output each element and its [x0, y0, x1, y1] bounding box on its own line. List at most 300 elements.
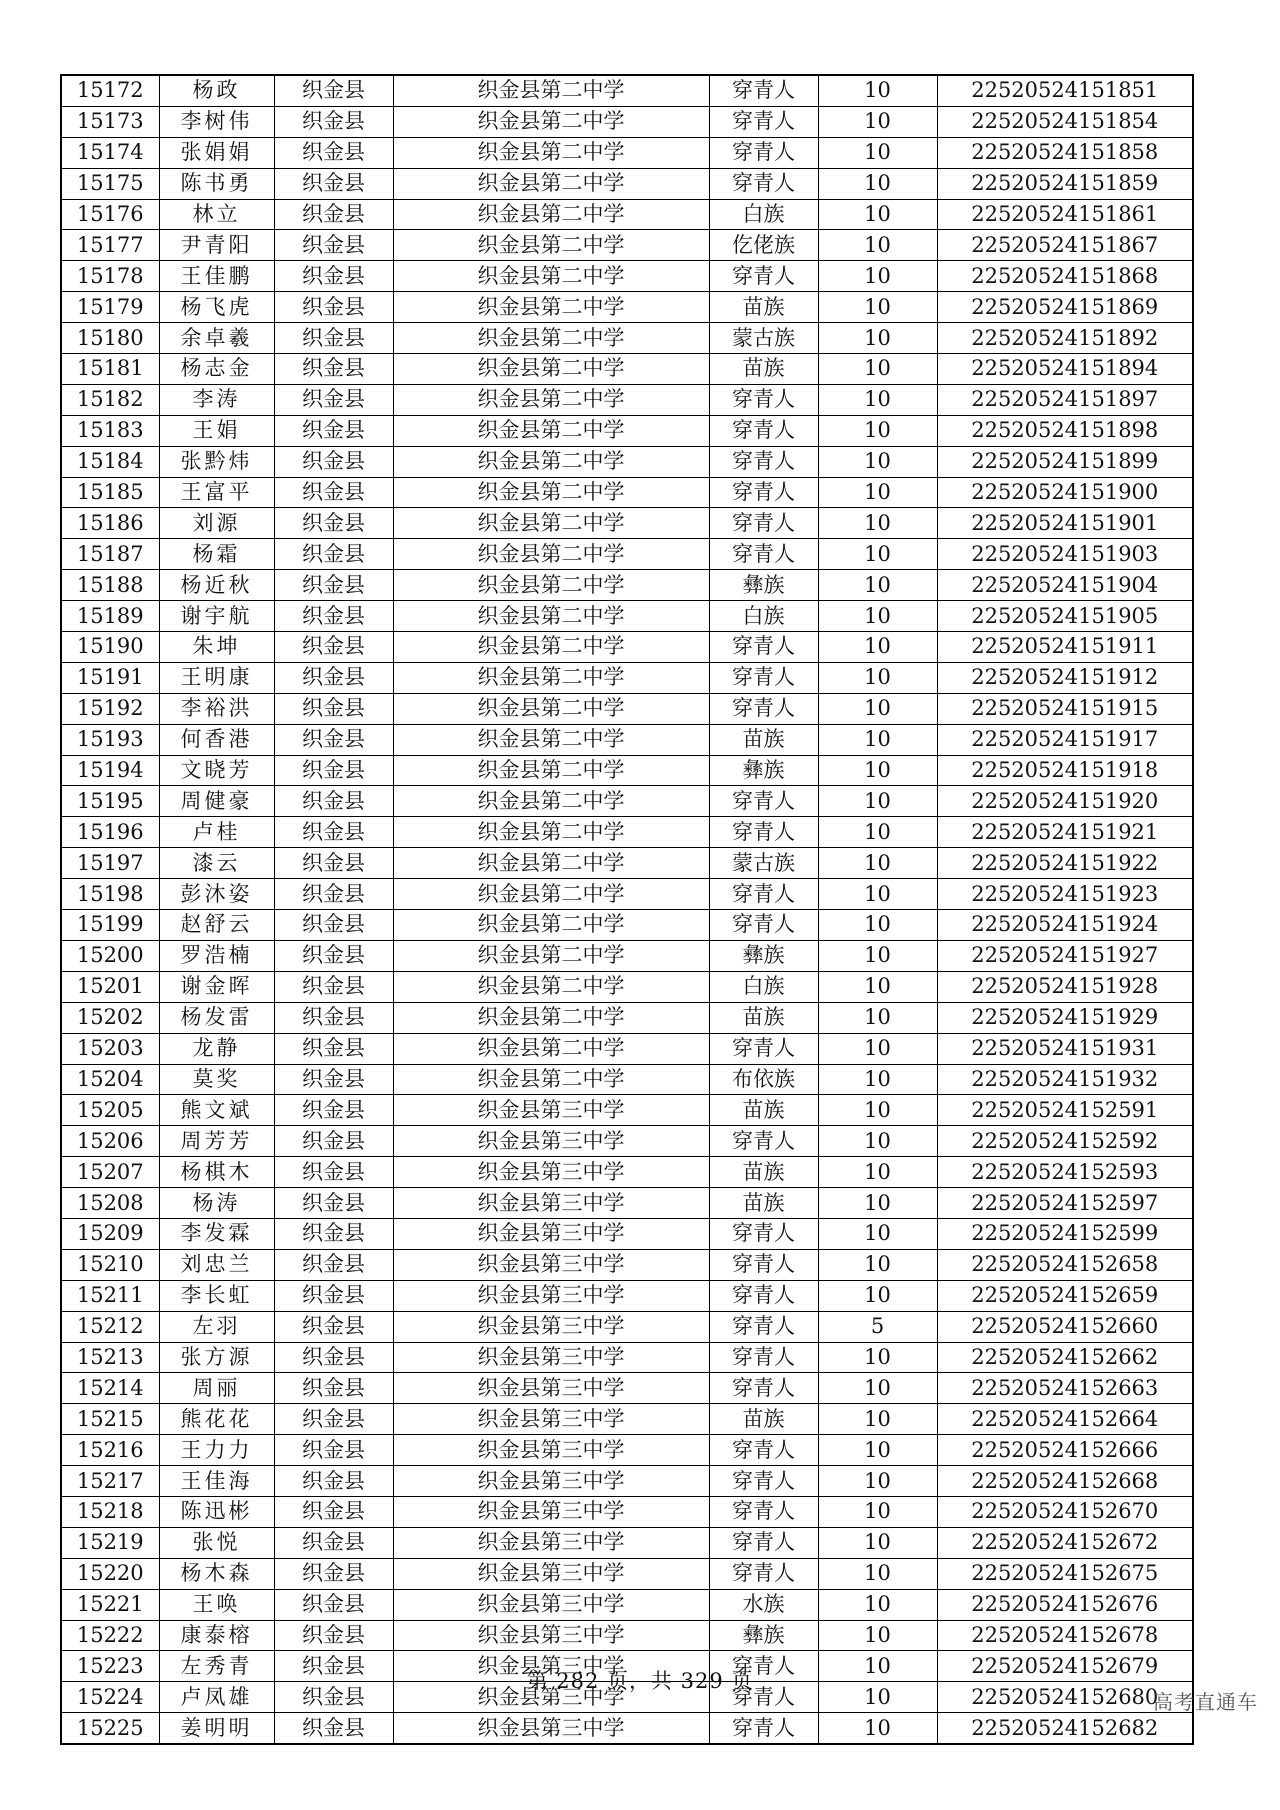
exam-id-cell: 22520524151922 — [937, 848, 1193, 879]
school-cell: 织金县第二中学 — [393, 755, 709, 786]
name-cell: 刘源 — [159, 508, 274, 539]
ethnicity-cell: 苗族 — [709, 292, 818, 323]
seq-cell: 15221 — [61, 1589, 159, 1620]
seq-cell: 15219 — [61, 1527, 159, 1558]
score-cell: 10 — [818, 261, 937, 292]
ethnicity-cell: 穿青人 — [709, 1682, 818, 1713]
exam-id-cell: 22520524151854 — [937, 106, 1193, 137]
score-cell: 10 — [818, 786, 937, 817]
table-row — [61, 817, 1193, 848]
score-cell: 10 — [818, 1435, 937, 1466]
county-cell: 织金县 — [274, 1496, 393, 1527]
ethnicity-cell: 穿青人 — [709, 415, 818, 446]
county-cell: 织金县 — [274, 632, 393, 663]
table-row — [61, 1033, 1193, 1064]
table-row — [61, 570, 1193, 601]
ethnicity-cell: 穿青人 — [709, 1280, 818, 1311]
ethnicity-cell: 穿青人 — [709, 1558, 818, 1589]
score-cell: 10 — [818, 539, 937, 570]
seq-cell: 15207 — [61, 1157, 159, 1188]
seq-cell: 15178 — [61, 261, 159, 292]
table-row — [61, 1188, 1193, 1219]
seq-cell: 15218 — [61, 1496, 159, 1527]
name-cell: 王明康 — [159, 662, 274, 693]
seq-cell: 15220 — [61, 1558, 159, 1589]
ethnicity-cell: 穿青人 — [709, 817, 818, 848]
school-cell: 织金县第二中学 — [393, 786, 709, 817]
school-cell: 织金县第三中学 — [393, 1620, 709, 1651]
exam-id-cell: 22520524151868 — [937, 261, 1193, 292]
exam-id-cell: 22520524151920 — [937, 786, 1193, 817]
score-cell: 10 — [818, 1620, 937, 1651]
school-cell: 织金县第三中学 — [393, 1095, 709, 1126]
county-cell: 织金县 — [274, 1404, 393, 1435]
score-cell: 10 — [818, 199, 937, 230]
exam-id-cell: 22520524151894 — [937, 354, 1193, 385]
exam-id-cell: 22520524152658 — [937, 1249, 1193, 1280]
ethnicity-cell: 穿青人 — [709, 1435, 818, 1466]
exam-id-cell: 22520524151915 — [937, 693, 1193, 724]
score-cell: 10 — [818, 1126, 937, 1157]
score-cell: 10 — [818, 879, 937, 910]
exam-id-cell: 22520524151900 — [937, 477, 1193, 508]
exam-id-cell: 22520524151932 — [937, 1064, 1193, 1095]
ethnicity-cell: 穿青人 — [709, 1311, 818, 1342]
county-cell: 织金县 — [274, 724, 393, 755]
score-cell: 10 — [818, 755, 937, 786]
school-cell: 织金县第二中学 — [393, 879, 709, 910]
score-cell: 10 — [818, 1188, 937, 1219]
school-cell: 织金县第三中学 — [393, 1342, 709, 1373]
school-cell: 织金县第三中学 — [393, 1188, 709, 1219]
name-cell: 林立 — [159, 199, 274, 230]
score-cell: 10 — [818, 384, 937, 415]
table-row — [61, 971, 1193, 1002]
ethnicity-cell: 穿青人 — [709, 1527, 818, 1558]
name-cell: 朱坤 — [159, 632, 274, 663]
county-cell: 织金县 — [274, 1064, 393, 1095]
county-cell: 织金县 — [274, 384, 393, 415]
table-row — [61, 354, 1193, 385]
table-row — [61, 755, 1193, 786]
ethnicity-cell: 苗族 — [709, 1095, 818, 1126]
exam-id-cell: 22520524151918 — [937, 755, 1193, 786]
county-cell: 织金县 — [274, 1311, 393, 1342]
seq-cell: 15223 — [61, 1651, 159, 1682]
ethnicity-cell: 苗族 — [709, 354, 818, 385]
school-cell: 织金县第二中学 — [393, 601, 709, 632]
ethnicity-cell: 穿青人 — [709, 1126, 818, 1157]
school-cell: 织金县第三中学 — [393, 1558, 709, 1589]
score-cell: 10 — [818, 75, 937, 106]
seq-cell: 15215 — [61, 1404, 159, 1435]
school-cell: 织金县第三中学 — [393, 1713, 709, 1744]
name-cell: 文晓芳 — [159, 755, 274, 786]
school-cell: 织金县第三中学 — [393, 1682, 709, 1713]
name-cell: 周健豪 — [159, 786, 274, 817]
ethnicity-cell: 穿青人 — [709, 1373, 818, 1404]
name-cell: 张悦 — [159, 1527, 274, 1558]
school-cell: 织金县第二中学 — [393, 230, 709, 261]
table-row — [61, 693, 1193, 724]
table-row — [61, 261, 1193, 292]
county-cell: 织金县 — [274, 755, 393, 786]
table-row — [61, 1466, 1193, 1497]
table-body — [61, 75, 1193, 1744]
score-cell: 10 — [818, 508, 937, 539]
exam-id-cell: 22520524151905 — [937, 601, 1193, 632]
county-cell: 织金县 — [274, 1620, 393, 1651]
exam-id-cell: 22520524152668 — [937, 1466, 1193, 1497]
county-cell: 织金县 — [274, 786, 393, 817]
exam-id-cell: 22520524152678 — [937, 1620, 1193, 1651]
score-cell: 10 — [818, 1157, 937, 1188]
county-cell: 织金县 — [274, 1033, 393, 1064]
seq-cell: 15212 — [61, 1311, 159, 1342]
seq-cell: 15224 — [61, 1682, 159, 1713]
ethnicity-cell: 穿青人 — [709, 786, 818, 817]
exam-id-cell: 22520524151901 — [937, 508, 1193, 539]
school-cell: 织金县第二中学 — [393, 477, 709, 508]
school-cell: 织金县第二中学 — [393, 848, 709, 879]
name-cell: 杨木森 — [159, 1558, 274, 1589]
exam-id-cell: 22520524152672 — [937, 1527, 1193, 1558]
seq-cell: 15188 — [61, 570, 159, 601]
score-cell: 10 — [818, 1558, 937, 1589]
seq-cell: 15195 — [61, 786, 159, 817]
seq-cell: 15205 — [61, 1095, 159, 1126]
score-cell: 10 — [818, 106, 937, 137]
ethnicity-cell: 穿青人 — [709, 477, 818, 508]
table-row — [61, 446, 1193, 477]
score-cell: 10 — [818, 910, 937, 941]
school-cell: 织金县第二中学 — [393, 940, 709, 971]
school-cell: 织金县第二中学 — [393, 539, 709, 570]
county-cell: 织金县 — [274, 1713, 393, 1744]
county-cell: 织金县 — [274, 1435, 393, 1466]
seq-cell: 15200 — [61, 940, 159, 971]
seq-cell: 15202 — [61, 1002, 159, 1033]
name-cell: 李发霖 — [159, 1218, 274, 1249]
name-cell: 卢桂 — [159, 817, 274, 848]
school-cell: 织金县第三中学 — [393, 1527, 709, 1558]
school-cell: 织金县第三中学 — [393, 1404, 709, 1435]
exam-id-cell: 22520524151858 — [937, 137, 1193, 168]
county-cell: 织金县 — [274, 1589, 393, 1620]
table-row — [61, 1713, 1193, 1744]
name-cell: 王富平 — [159, 477, 274, 508]
score-cell: 10 — [818, 1218, 937, 1249]
table-row — [61, 1311, 1193, 1342]
score-cell: 10 — [818, 477, 937, 508]
exam-id-cell: 22520524152676 — [937, 1589, 1193, 1620]
seq-cell: 15177 — [61, 230, 159, 261]
ethnicity-cell: 穿青人 — [709, 106, 818, 137]
seq-cell: 15191 — [61, 662, 159, 693]
exam-id-cell: 22520524152662 — [937, 1342, 1193, 1373]
school-cell: 织金县第二中学 — [393, 384, 709, 415]
score-cell: 10 — [818, 1033, 937, 1064]
ethnicity-cell: 白族 — [709, 601, 818, 632]
score-cell: 10 — [818, 1682, 937, 1713]
school-cell: 织金县第二中学 — [393, 971, 709, 1002]
county-cell: 织金县 — [274, 508, 393, 539]
county-cell: 织金县 — [274, 1157, 393, 1188]
exam-id-cell: 22520524152660 — [937, 1311, 1193, 1342]
score-cell: 10 — [818, 1342, 937, 1373]
seq-cell: 15211 — [61, 1280, 159, 1311]
name-cell: 彭沐姿 — [159, 879, 274, 910]
name-cell: 卢凤雄 — [159, 1682, 274, 1713]
table-row — [61, 1404, 1193, 1435]
score-cell: 10 — [818, 1002, 937, 1033]
name-cell: 漆云 — [159, 848, 274, 879]
ethnicity-cell: 穿青人 — [709, 508, 818, 539]
exam-id-cell: 22520524151924 — [937, 910, 1193, 941]
table-row — [61, 1373, 1193, 1404]
seq-cell: 15194 — [61, 755, 159, 786]
table-row — [61, 632, 1193, 663]
county-cell: 织金县 — [274, 292, 393, 323]
score-cell: 10 — [818, 693, 937, 724]
name-cell: 杨政 — [159, 75, 274, 106]
seq-cell: 15209 — [61, 1218, 159, 1249]
score-cell: 10 — [818, 1466, 937, 1497]
score-cell: 10 — [818, 601, 937, 632]
seq-cell: 15174 — [61, 137, 159, 168]
seq-cell: 15197 — [61, 848, 159, 879]
county-cell: 织金县 — [274, 446, 393, 477]
ethnicity-cell: 穿青人 — [709, 446, 818, 477]
county-cell: 织金县 — [274, 137, 393, 168]
name-cell: 周丽 — [159, 1373, 274, 1404]
exam-id-cell: 22520524152680 — [937, 1682, 1193, 1713]
table-row — [61, 230, 1193, 261]
school-cell: 织金县第二中学 — [393, 1033, 709, 1064]
seq-cell: 15203 — [61, 1033, 159, 1064]
score-cell: 10 — [818, 1713, 937, 1744]
table-row — [61, 477, 1193, 508]
seq-cell: 15199 — [61, 910, 159, 941]
seq-cell: 15190 — [61, 632, 159, 663]
ethnicity-cell: 穿青人 — [709, 261, 818, 292]
score-cell: 10 — [818, 724, 937, 755]
ethnicity-cell: 穿青人 — [709, 1713, 818, 1744]
table-row — [61, 1342, 1193, 1373]
county-cell: 织金县 — [274, 817, 393, 848]
ethnicity-cell: 穿青人 — [709, 879, 818, 910]
ethnicity-cell: 布依族 — [709, 1064, 818, 1095]
exam-id-cell: 22520524151861 — [937, 199, 1193, 230]
table-row — [61, 137, 1193, 168]
table-row — [61, 75, 1193, 106]
county-cell: 织金县 — [274, 879, 393, 910]
table-row — [61, 910, 1193, 941]
county-cell: 织金县 — [274, 693, 393, 724]
name-cell: 周芳芳 — [159, 1126, 274, 1157]
exam-id-cell: 22520524152593 — [937, 1157, 1193, 1188]
score-cell: 10 — [818, 292, 937, 323]
score-cell: 10 — [818, 662, 937, 693]
table-row — [61, 1558, 1193, 1589]
score-cell: 10 — [818, 570, 937, 601]
school-cell: 织金县第二中学 — [393, 292, 709, 323]
name-cell: 李涛 — [159, 384, 274, 415]
name-cell: 杨飞虎 — [159, 292, 274, 323]
school-cell: 织金县第二中学 — [393, 1002, 709, 1033]
score-cell: 10 — [818, 1651, 937, 1682]
exam-id-cell: 22520524152666 — [937, 1435, 1193, 1466]
county-cell: 织金县 — [274, 910, 393, 941]
school-cell: 织金县第三中学 — [393, 1126, 709, 1157]
school-cell: 织金县第二中学 — [393, 168, 709, 199]
ethnicity-cell: 彝族 — [709, 570, 818, 601]
exam-id-cell: 22520524151869 — [937, 292, 1193, 323]
school-cell: 织金县第二中学 — [393, 817, 709, 848]
seq-cell: 15181 — [61, 354, 159, 385]
exam-id-cell: 22520524151923 — [937, 879, 1193, 910]
ethnicity-cell: 穿青人 — [709, 662, 818, 693]
exam-id-cell: 22520524152664 — [937, 1404, 1193, 1435]
table-row — [61, 662, 1193, 693]
ethnicity-cell: 穿青人 — [709, 693, 818, 724]
seq-cell: 15210 — [61, 1249, 159, 1280]
county-cell: 织金县 — [274, 662, 393, 693]
seq-cell: 15184 — [61, 446, 159, 477]
table-row — [61, 879, 1193, 910]
watermark: 高考直通车 — [1153, 1690, 1258, 1714]
school-cell: 织金县第三中学 — [393, 1249, 709, 1280]
school-cell: 织金县第三中学 — [393, 1218, 709, 1249]
school-cell: 织金县第二中学 — [393, 662, 709, 693]
county-cell: 织金县 — [274, 106, 393, 137]
table-row — [61, 1064, 1193, 1095]
school-cell: 织金县第二中学 — [393, 632, 709, 663]
page-number-footer: 第 282 页，共 329 页 — [526, 1669, 754, 1693]
table-row — [61, 940, 1193, 971]
score-cell: 10 — [818, 632, 937, 663]
table-row — [61, 601, 1193, 632]
school-cell: 织金县第三中学 — [393, 1651, 709, 1682]
school-cell: 织金县第二中学 — [393, 354, 709, 385]
seq-cell: 15193 — [61, 724, 159, 755]
name-cell: 熊文斌 — [159, 1095, 274, 1126]
school-cell: 织金县第三中学 — [393, 1373, 709, 1404]
seq-cell: 15187 — [61, 539, 159, 570]
score-cell: 10 — [818, 354, 937, 385]
ethnicity-cell: 穿青人 — [709, 75, 818, 106]
score-cell: 5 — [818, 1311, 937, 1342]
seq-cell: 15216 — [61, 1435, 159, 1466]
exam-id-cell: 22520524151929 — [937, 1002, 1193, 1033]
score-cell: 10 — [818, 323, 937, 354]
exam-id-cell: 22520524151897 — [937, 384, 1193, 415]
exam-id-cell: 22520524151921 — [937, 817, 1193, 848]
county-cell: 织金县 — [274, 1466, 393, 1497]
name-cell: 熊花花 — [159, 1404, 274, 1435]
county-cell: 织金县 — [274, 940, 393, 971]
seq-cell: 15180 — [61, 323, 159, 354]
table-row — [61, 199, 1193, 230]
ethnicity-cell: 穿青人 — [709, 1249, 818, 1280]
county-cell: 织金县 — [274, 1126, 393, 1157]
ethnicity-cell: 穿青人 — [709, 539, 818, 570]
ethnicity-cell: 水族 — [709, 1589, 818, 1620]
ethnicity-cell: 穿青人 — [709, 1496, 818, 1527]
score-cell: 10 — [818, 168, 937, 199]
school-cell: 织金县第二中学 — [393, 137, 709, 168]
seq-cell: 15173 — [61, 106, 159, 137]
exam-id-cell: 22520524151899 — [937, 446, 1193, 477]
county-cell: 织金县 — [274, 1095, 393, 1126]
county-cell: 织金县 — [274, 1218, 393, 1249]
ethnicity-cell: 苗族 — [709, 1002, 818, 1033]
county-cell: 织金县 — [274, 75, 393, 106]
table-row — [61, 415, 1193, 446]
county-cell: 织金县 — [274, 261, 393, 292]
seq-cell: 15222 — [61, 1620, 159, 1651]
table-row — [61, 1620, 1193, 1651]
exam-id-cell: 22520524151904 — [937, 570, 1193, 601]
county-cell: 织金县 — [274, 1527, 393, 1558]
name-cell: 王力力 — [159, 1435, 274, 1466]
table-row — [61, 1126, 1193, 1157]
ethnicity-cell: 穿青人 — [709, 137, 818, 168]
name-cell: 王佳海 — [159, 1466, 274, 1497]
name-cell: 姜明明 — [159, 1713, 274, 1744]
exam-id-cell: 22520524151867 — [937, 230, 1193, 261]
exam-id-cell: 22520524152597 — [937, 1188, 1193, 1219]
county-cell: 织金县 — [274, 1373, 393, 1404]
score-cell: 10 — [818, 971, 937, 1002]
county-cell: 织金县 — [274, 1280, 393, 1311]
exam-id-cell: 22520524152670 — [937, 1496, 1193, 1527]
name-cell: 张黔炜 — [159, 446, 274, 477]
name-cell: 杨志金 — [159, 354, 274, 385]
name-cell: 杨近秋 — [159, 570, 274, 601]
name-cell: 龙静 — [159, 1033, 274, 1064]
county-cell: 织金县 — [274, 323, 393, 354]
score-cell: 10 — [818, 230, 937, 261]
score-cell: 10 — [818, 415, 937, 446]
table-row — [61, 292, 1193, 323]
exam-id-cell: 22520524151892 — [937, 323, 1193, 354]
name-cell: 王娟 — [159, 415, 274, 446]
name-cell: 尹青阳 — [159, 230, 274, 261]
name-cell: 刘忠兰 — [159, 1249, 274, 1280]
school-cell: 织金县第二中学 — [393, 75, 709, 106]
ethnicity-cell: 苗族 — [709, 1188, 818, 1219]
table-row — [61, 168, 1193, 199]
exam-id-cell: 22520524152599 — [937, 1218, 1193, 1249]
exam-id-cell: 22520524151859 — [937, 168, 1193, 199]
ethnicity-cell: 白族 — [709, 971, 818, 1002]
name-cell: 杨棋木 — [159, 1157, 274, 1188]
county-cell: 织金县 — [274, 199, 393, 230]
name-cell: 谢宇航 — [159, 601, 274, 632]
table-row — [61, 1002, 1193, 1033]
seq-cell: 15189 — [61, 601, 159, 632]
table-row — [61, 1527, 1193, 1558]
score-cell: 10 — [818, 1373, 937, 1404]
school-cell: 织金县第二中学 — [393, 323, 709, 354]
seq-cell: 15175 — [61, 168, 159, 199]
ethnicity-cell: 穿青人 — [709, 168, 818, 199]
school-cell: 织金县第二中学 — [393, 415, 709, 446]
name-cell: 莫奖 — [159, 1064, 274, 1095]
exam-id-cell: 22520524151898 — [937, 415, 1193, 446]
seq-cell: 15192 — [61, 693, 159, 724]
